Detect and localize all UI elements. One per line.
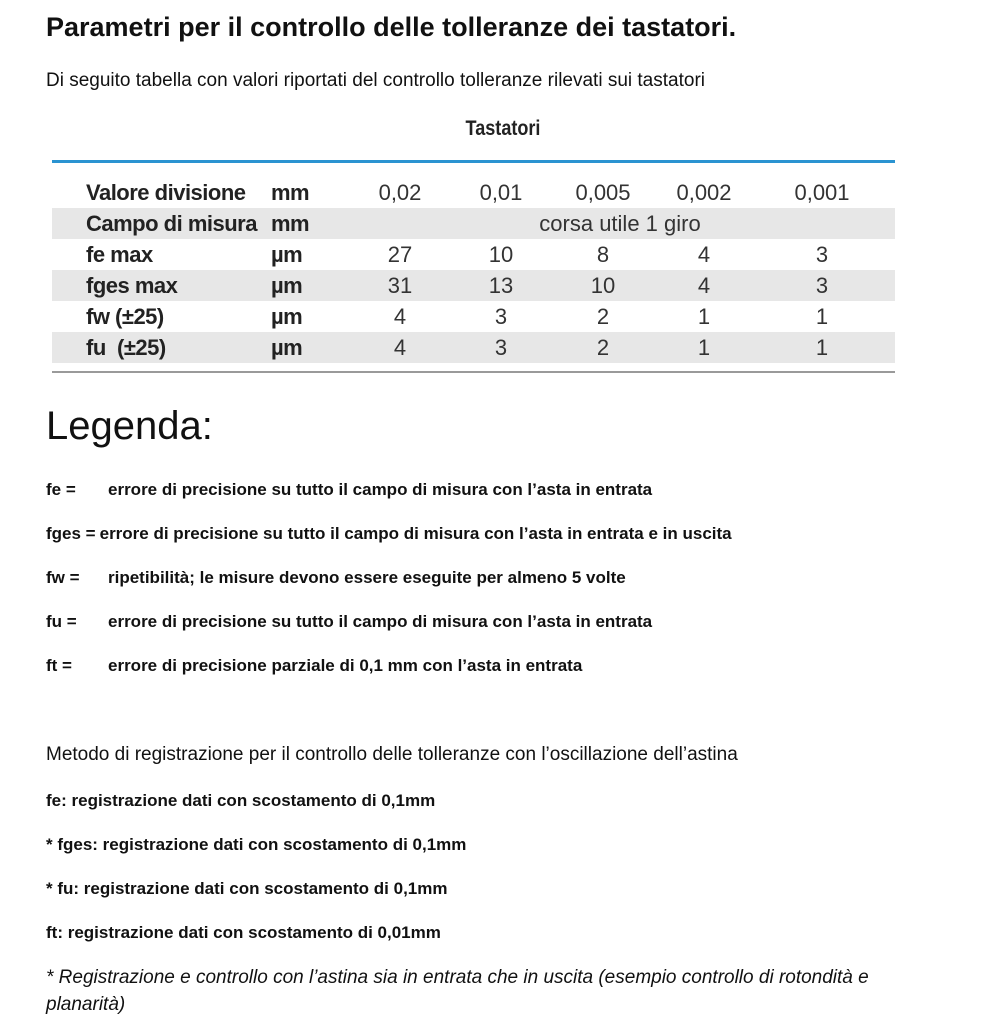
row-unit: µm: [271, 332, 345, 363]
table-cell: 10: [547, 270, 659, 301]
legend-item: [46, 656, 582, 676]
tolerance-table-container: [52, 160, 895, 373]
table-cell: 3: [749, 270, 895, 301]
table-cell: 0,02: [378, 179, 422, 205]
table-cell: 31: [345, 270, 455, 301]
page-title: Parametri per il controllo delle tolleranze dei tastatori.: [46, 12, 737, 42]
legend-item: [46, 568, 626, 588]
footnote: * Registrazione e controllo con l’astina sia in entrata che in uscita (esempio controllo di rotondità e planarità): [46, 967, 869, 1015]
table-cell: 0,005: [575, 179, 631, 205]
table-row: [52, 301, 895, 332]
legend-text: errore di precisione su tutto il campo di misura con l’asta in entrata e in uscita: [99, 524, 732, 543]
table-top-rule: [52, 160, 895, 163]
table-cell: 1: [697, 303, 711, 329]
table-cell: 4: [393, 303, 407, 329]
table-cell: 4: [345, 332, 455, 363]
table-cell: 4: [697, 241, 711, 267]
method-line: * fges: registrazione dati con scostamento di 0,1mm: [46, 835, 467, 854]
legend-text: ripetibilità; le misure devono essere eseguite per almeno 5 volte: [108, 568, 626, 587]
table-cell: 13: [455, 270, 547, 301]
table-row: [52, 208, 895, 239]
row-label: fges max: [52, 270, 271, 301]
table-caption: Tastatori: [465, 117, 541, 140]
legend-text: errore di precisione su tutto il campo di misura con l’asta in entrata: [108, 480, 653, 499]
table-cell: 0,002: [676, 179, 732, 205]
table-row: [52, 270, 895, 301]
table-cell: 2: [547, 332, 659, 363]
table-cell: 4: [659, 270, 749, 301]
table-cell: 8: [596, 241, 610, 267]
table-cell: 0,001: [794, 179, 850, 205]
row-unit: µm: [271, 303, 303, 329]
row-unit: µm: [271, 270, 345, 301]
row-unit: mm: [271, 179, 310, 205]
table-cell: 3: [815, 241, 829, 267]
legend-key: fw =: [46, 568, 80, 587]
table-cell: 0,01: [479, 179, 523, 205]
table-row: [52, 177, 895, 208]
table-cell: 1: [659, 332, 749, 363]
legend-key: fu =: [46, 612, 77, 631]
row-label: Valore divisione: [86, 179, 246, 205]
legend-item: [46, 480, 652, 500]
row-label: fe max: [86, 241, 153, 267]
legend-key: ft =: [46, 656, 72, 675]
table-cell: 3: [455, 332, 547, 363]
method-line: fe: registrazione dati con scostamento di 0,1mm: [46, 791, 436, 810]
table-row: [52, 332, 895, 363]
legend-item: [46, 524, 732, 544]
legend-text: errore di precisione parziale di 0,1 mm con l’asta in entrata: [108, 656, 583, 675]
table-row: [52, 239, 895, 270]
table-cell: 2: [596, 303, 610, 329]
legend-item: [46, 612, 652, 632]
method-line: ft: registrazione dati con scostamento di 0,01mm: [46, 923, 441, 942]
row-label: Campo di misura: [52, 208, 271, 239]
table-cell: 10: [488, 241, 514, 267]
intro-text: Di seguito tabella con valori riportati del controllo tolleranze rilevati sui tastatori: [46, 70, 705, 91]
row-unit: µm: [271, 241, 303, 267]
method-title: Metodo di registrazione per il controllo delle tolleranze con l’oscillazione dell’astina: [46, 744, 738, 765]
table-cell: 1: [749, 332, 895, 363]
table-cell: 3: [494, 303, 508, 329]
method-line: * fu: registrazione dati con scostamento di 0,1mm: [46, 879, 448, 898]
table-bottom-rule: [52, 371, 895, 373]
table-cell-span: corsa utile 1 giro: [345, 208, 895, 239]
row-label: fw (±25): [86, 303, 164, 329]
row-label: fu (±25): [52, 332, 271, 363]
legend-text: errore di precisione su tutto il campo di misura con l’asta in entrata: [108, 612, 653, 631]
tolerance-table: [52, 177, 895, 363]
table-cell: 27: [387, 241, 413, 267]
legend-key: fe =: [46, 480, 76, 499]
legend-key: fges =: [46, 524, 96, 543]
table-cell: 1: [815, 303, 829, 329]
legend-heading: Legenda:: [46, 404, 213, 448]
row-unit: mm: [271, 208, 345, 239]
